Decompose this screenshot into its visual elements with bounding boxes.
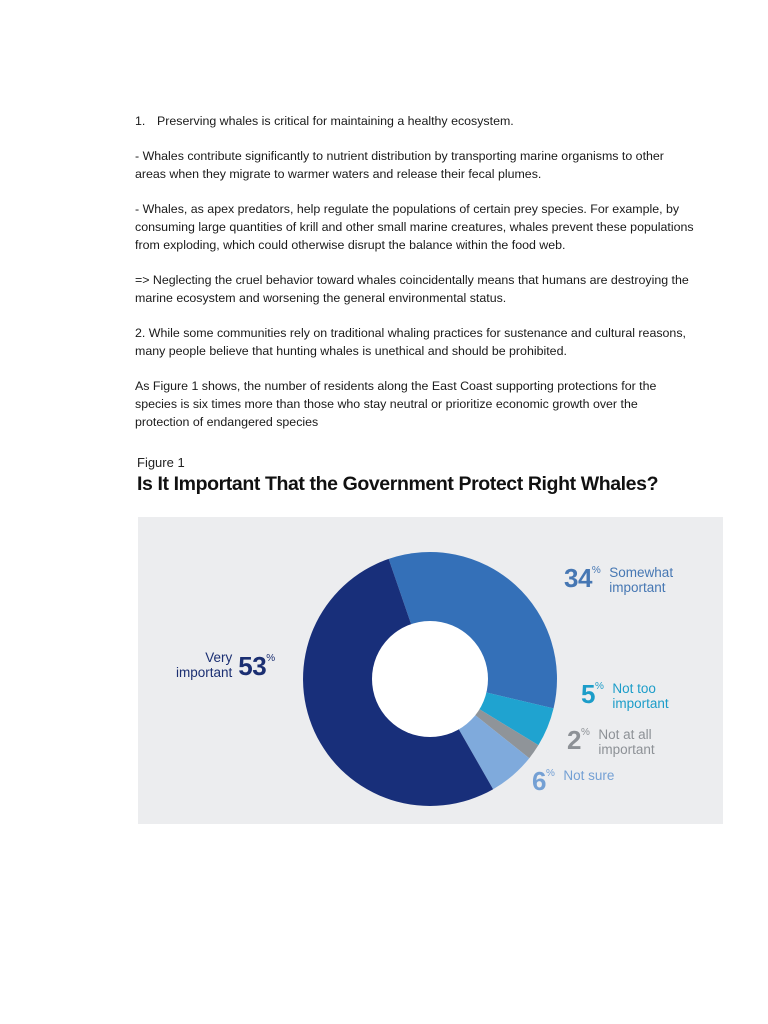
slice-category [176,650,232,680]
slice-category [609,565,673,595]
slice-label-not-sure [532,768,614,795]
slice-category [563,768,614,783]
slice-value: 5 [581,679,595,709]
percent-symbol: % [591,565,601,576]
slice-category-line1: Not sure [563,768,615,783]
slice-category-line2: important [176,665,233,680]
slice-label-not-at-all-important [567,727,655,757]
donut-hole [372,621,488,737]
donut-chart-panel [138,517,723,824]
slice-value: 53 [238,651,267,681]
paragraph-6: As Figure 1 shows, the number of residents along the East Coast supporting protections for the species is six times more than those who stay neutral or prioritize economic growth over the protection of endangered species [135,379,657,429]
percent-symbol: % [545,768,555,779]
figure-title: Is It Important That the Government Protect Right Whales? [137,473,659,495]
slice-label-somewhat-important [564,565,673,595]
figure-label: Figure 1 [137,455,185,470]
slice-category-line1: Not too [612,681,656,696]
paragraph-4: => Neglecting the cruel behavior toward whales coincidentally means that humans are destroying the marine ecosystem and worsening the general environmental status. [135,273,689,305]
slice-category [598,727,654,757]
slice-category-line1: Somewhat [609,565,674,580]
slice-value: 2 [567,725,581,755]
paragraph-5: 2. While some communities rely on traditional whaling practices for sustenance and cultural reasons, many people believe that hunting whales is unethical and should be prohibited. [135,326,686,358]
slice-category [612,681,668,711]
paragraph-1 [135,112,695,130]
paragraph-1-text: Preserving whales is critical for maintaining a healthy ecosystem. [157,114,514,128]
paragraph-2: - Whales contribute significantly to nutrient distribution by transporting marine organisms to other areas when they migrate to warmer waters and release their fecal plumes. [135,149,664,181]
slice-category-line2: important [598,742,655,757]
document-body [135,112,695,448]
percent-symbol: % [266,653,276,664]
percent-symbol: % [580,727,590,738]
percent-symbol: % [594,681,604,692]
slice-label-not-too-important [581,681,669,711]
slice-category-line2: important [609,580,666,595]
slice-category-line2: important [612,696,669,711]
slice-category-line1: Very [205,650,233,665]
slice-label-very-important [176,650,275,680]
list-number: 1. [135,114,146,128]
slice-category-line1: Not at all [598,727,652,742]
slice-value: 6 [532,766,546,796]
paragraph-3: - Whales, as apex predators, help regulate the populations of certain prey species. For example, by consuming large quantities of krill and other small marine creatures, whales prevent these populations from exploding, which could otherwise disrupt the balance within the food web. [135,202,694,252]
slice-value: 34 [564,563,592,593]
